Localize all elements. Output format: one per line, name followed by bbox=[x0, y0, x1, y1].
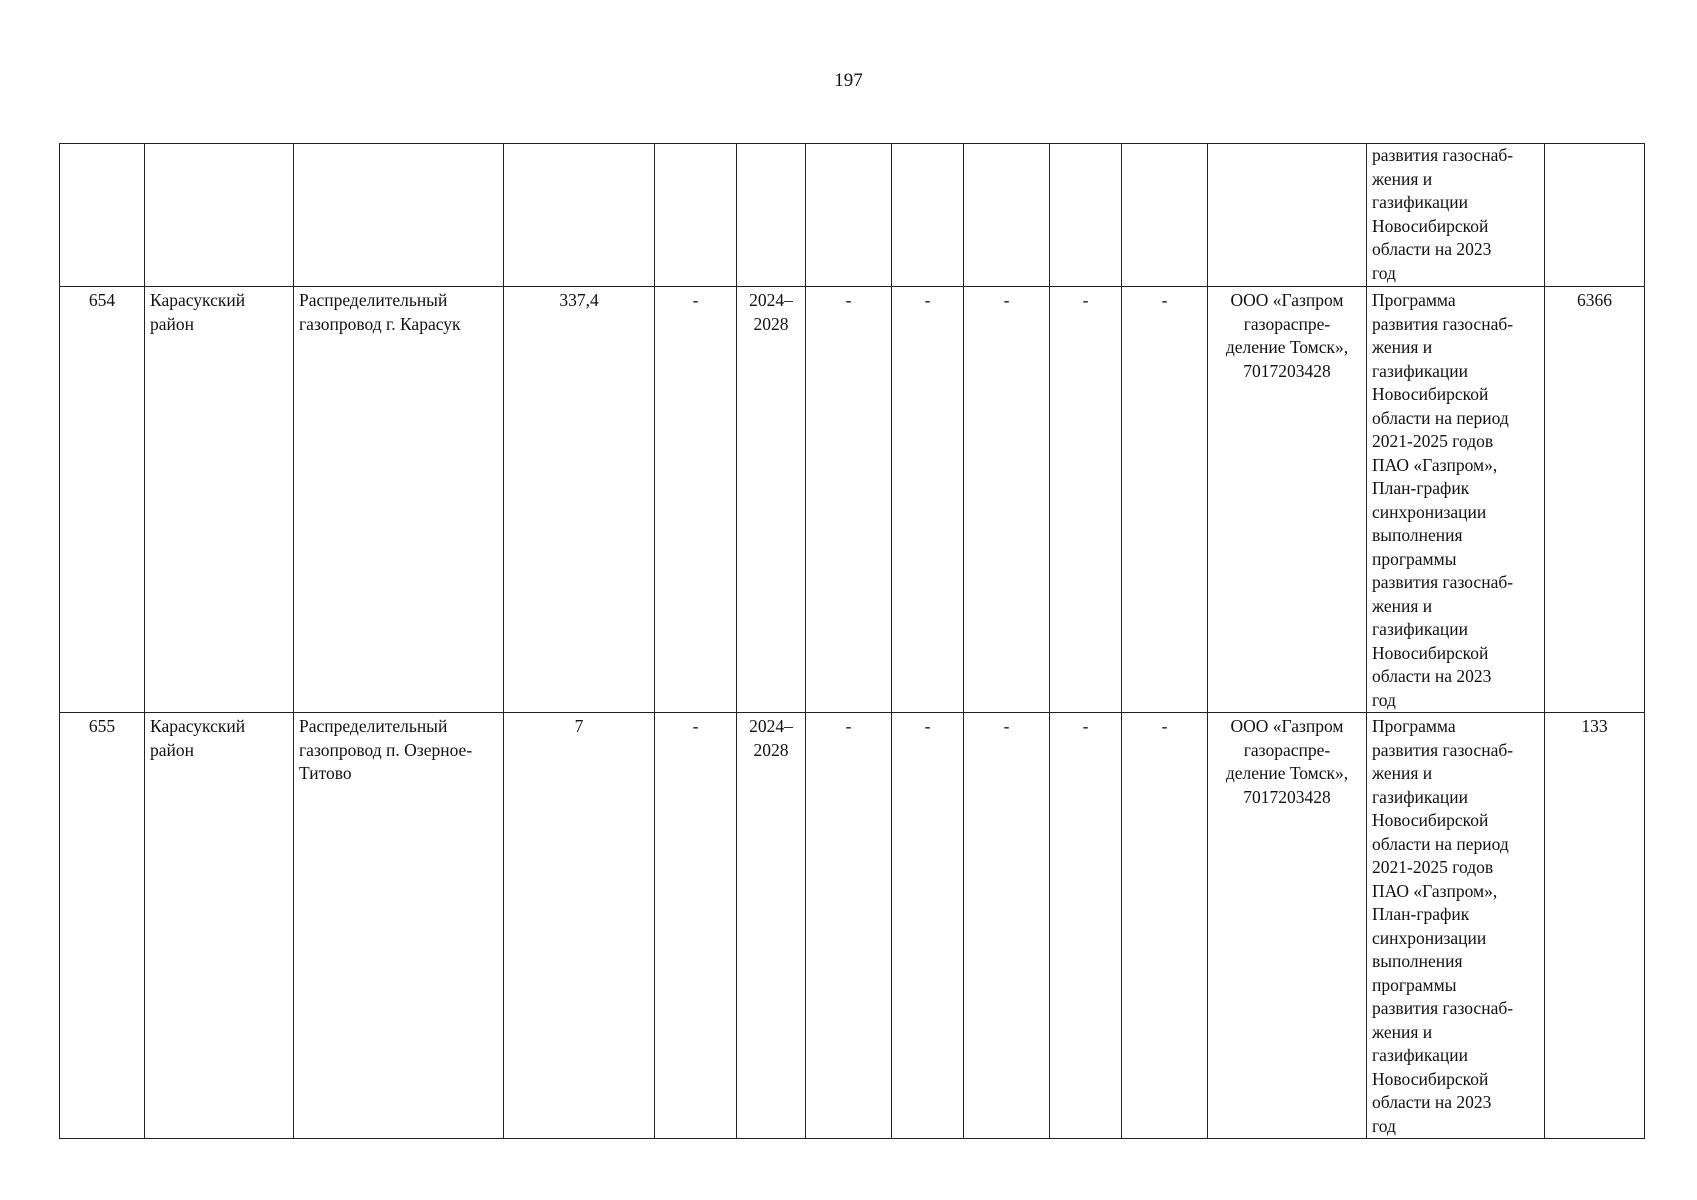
period-cell: 2024– 2028 bbox=[737, 287, 806, 713]
program-cell: развития газоснаб- жения и газификации Новосибирской области на 2023 год bbox=[1367, 144, 1545, 287]
value-cell: - bbox=[964, 287, 1050, 713]
organization-cell: ООО «Газпром газораспре- деление Томск», 7017203428 bbox=[1208, 287, 1367, 713]
value-cell: - bbox=[1050, 713, 1122, 1139]
object-cell: Распределительный газопровод г. Карасук bbox=[294, 287, 504, 713]
value-cell: - bbox=[1050, 287, 1122, 713]
object-cell: Распределительный газопровод п. Озерное-Титово bbox=[294, 713, 504, 1139]
value-cell: - bbox=[655, 287, 737, 713]
value-cell: - bbox=[655, 713, 737, 1139]
last-value-cell: 6366 bbox=[1545, 287, 1645, 713]
district-cell: Карасукский район bbox=[145, 713, 294, 1139]
value-cell: - bbox=[892, 287, 964, 713]
length-cell: 337,4 bbox=[504, 287, 655, 713]
value-cell: - bbox=[806, 287, 892, 713]
page-number: 197 bbox=[834, 70, 863, 91]
period-cell: 2024– 2028 bbox=[737, 713, 806, 1139]
value-cell: - bbox=[892, 713, 964, 1139]
table-row bbox=[60, 287, 1645, 713]
organization-cell: ООО «Газпром газораспре- деление Томск», 7017203428 bbox=[1208, 713, 1367, 1139]
last-value-cell: 133 bbox=[1545, 713, 1645, 1139]
row-number: 655 bbox=[60, 713, 145, 1139]
district-cell: Карасукский район bbox=[145, 287, 294, 713]
data-table bbox=[59, 143, 1645, 1139]
program-cell: Программа развития газоснаб- жения и газификации Новосибирской области на период 2021-2025 годов ПАО «Газпром», План-график синхронизации выполнения программы развития газоснаб- жения и газификации Новосибирской области на 2023 год bbox=[1367, 287, 1545, 713]
value-cell: - bbox=[1122, 287, 1208, 713]
row-number: 654 bbox=[60, 287, 145, 713]
value-cell: - bbox=[964, 713, 1050, 1139]
table-row bbox=[60, 713, 1645, 1139]
program-cell: Программа развития газоснаб- жения и газификации Новосибирской области на период 2021-2025 годов ПАО «Газпром», План-график синхронизации выполнения программы развития газоснаб- жения и газификации Новосибирской области на 2023 год bbox=[1367, 713, 1545, 1139]
length-cell: 7 bbox=[504, 713, 655, 1139]
table-row-continuation bbox=[60, 144, 1645, 287]
value-cell: - bbox=[1122, 713, 1208, 1139]
value-cell: - bbox=[806, 713, 892, 1139]
